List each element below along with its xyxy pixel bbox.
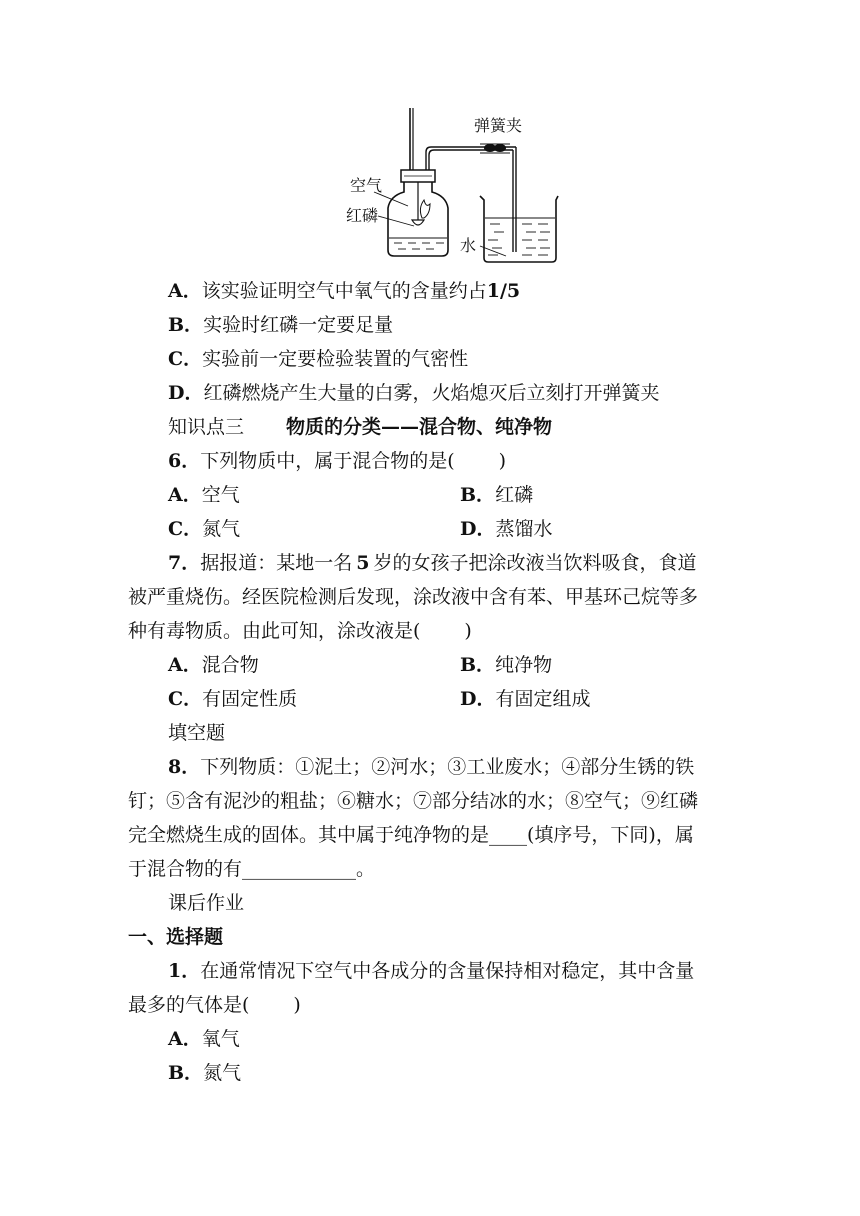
q7-line-2: 被严重烧伤。经医院检测后发现，涂改液中含有苯、甲基环己烷等多	[128, 586, 699, 608]
q7-line-1	[168, 551, 697, 575]
question-number: 6．	[168, 450, 201, 472]
label-water: 水	[460, 236, 477, 255]
fill-in-heading: 填空题	[168, 722, 226, 744]
option-text: 氮气	[203, 1062, 242, 1084]
hq1-option-b	[168, 1061, 241, 1085]
question-text: 在通常情况下空气中各成分的含量保持相对稳定，其中含量	[200, 960, 695, 982]
option-letter: B．	[168, 314, 204, 336]
hq1-option-a	[168, 1027, 240, 1051]
choice-section-heading: 一、选择题	[128, 926, 224, 948]
section-label: 知识点三	[168, 416, 245, 438]
q5-option-c	[168, 347, 468, 371]
option-letter: C．	[168, 518, 203, 540]
option-letter: A．	[168, 280, 202, 302]
question-text: 完全燃烧生成的固体。其中属于纯净物的是	[128, 824, 490, 846]
option-text: 实验时红磷一定要足量	[203, 314, 394, 336]
q7-option-a	[168, 653, 259, 677]
question-text: 于混合物的有	[128, 858, 243, 880]
option-text: 混合物	[201, 654, 259, 676]
section-title: 物质的分类——混合物、纯净物	[286, 416, 553, 438]
question-text: (填序号，下同)，属	[527, 824, 694, 846]
option-letter: C．	[168, 348, 203, 370]
q6-option-a	[168, 483, 240, 507]
hq1-line-1	[168, 959, 694, 983]
option-letter: B．	[460, 654, 496, 676]
option-letter: D．	[168, 382, 204, 404]
q6-option-b	[460, 483, 533, 507]
q7-option-c	[168, 687, 297, 711]
q7-option-d	[460, 687, 591, 711]
section-heading	[168, 415, 552, 439]
option-text: 氧气	[201, 1028, 240, 1050]
option-text: 氮气	[202, 518, 241, 540]
q8-line-4	[128, 857, 375, 881]
q6-option-d	[460, 517, 553, 541]
question-text: 据报道：某地一名	[200, 552, 353, 574]
q7-line-3	[128, 619, 472, 643]
option-letter: A．	[168, 1028, 202, 1050]
option-text: 蒸馏水	[495, 518, 553, 540]
question-text: 种有毒物质。由此可知，涂改液是(	[128, 620, 421, 642]
option-text: 纯净物	[495, 654, 553, 676]
answer-paren: )	[464, 620, 472, 642]
question-text: 下列物质中，属于混合物的是(	[200, 450, 455, 472]
answer-blank: ____________	[242, 858, 357, 880]
homework-heading: 课后作业	[168, 892, 245, 914]
option-text: 有固定组成	[495, 688, 591, 710]
label-air: 空气	[350, 176, 383, 195]
option-letter: A．	[168, 484, 202, 506]
option-letter: A．	[168, 654, 202, 676]
q6-option-c	[168, 517, 240, 541]
question-text: 下列物质：①泥土；②河水；③工业废水；④部分生锈的铁	[200, 756, 695, 778]
q8-line-1	[168, 755, 694, 779]
option-letter: B．	[168, 1062, 204, 1084]
q5-option-d	[168, 381, 660, 405]
q8-line-3	[128, 823, 694, 847]
q5-option-b	[168, 313, 393, 337]
option-text: 有固定性质	[202, 688, 298, 710]
option-letter: D．	[460, 518, 496, 540]
fraction: 1/5	[486, 280, 521, 302]
option-letter: D．	[460, 688, 496, 710]
q7-option-b	[460, 653, 552, 677]
q6-stem	[168, 449, 506, 473]
option-text: 空气	[201, 484, 240, 506]
option-text: 该实验证明空气中氧气的含量约占	[201, 280, 487, 302]
question-number: 1．	[168, 960, 201, 982]
q8-line-2: 钉；⑤含有泥沙的粗盐；⑥糖水；⑦部分结冰的水；⑧空气；⑨红磷	[128, 790, 699, 812]
answer-paren: )	[498, 450, 507, 472]
hq1-line-2	[128, 993, 301, 1017]
question-text: 最多的气体是(	[128, 994, 250, 1016]
question-text: 。	[356, 858, 376, 880]
age-number: 5	[356, 552, 370, 574]
option-text: 红磷	[495, 484, 534, 506]
label-red-phosphorus: 红磷	[346, 206, 379, 225]
answer-blank: ____	[489, 824, 528, 846]
question-number: 8．	[168, 756, 201, 778]
label-spring-clamp: 弹簧夹	[474, 116, 523, 135]
question-number: 7．	[168, 552, 201, 574]
option-text: 红磷燃烧产生大量的白雾，火焰熄灭后立刻打开弹簧夹	[203, 382, 660, 404]
answer-paren: )	[293, 994, 301, 1016]
option-text: 实验前一定要检验装置的气密性	[202, 348, 469, 370]
question-text: 岁的女孩子把涂改液当饮料吸食，食道	[373, 552, 697, 574]
option-letter: C．	[168, 688, 203, 710]
q5-option-a	[168, 279, 520, 303]
option-letter: B．	[460, 484, 496, 506]
